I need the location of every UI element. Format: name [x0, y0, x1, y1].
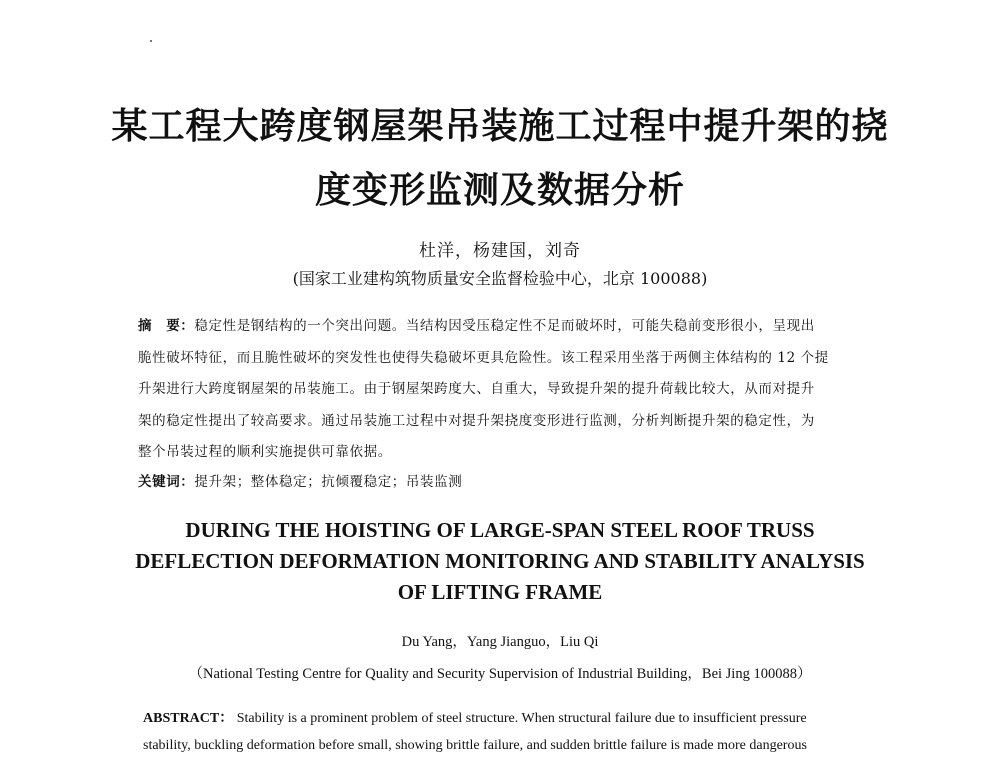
en-abstract-label: ABSTRACT：	[143, 711, 234, 726]
en-affiliation: （National Testing Centre for Quality and Security Supervision of Industrial Building，Bei Jing 100088）	[188, 666, 812, 682]
cn-keywords	[138, 470, 878, 490]
en-abstract-text: Stability is a prominent problem of steel structure. When structural failure due to insufficient pressure	[236, 711, 807, 726]
cn-abstract	[138, 311, 878, 469]
en-abstract-line	[143, 705, 867, 732]
cn-abstract-line: 脆性破坏特征，而且脆性破坏的突发性也使得失稳破坏更具危险性。该工程采用坐落于两侧主体结构的 12 个提	[138, 349, 829, 366]
cn-affiliation: (国家工业建构筑物质量安全监督检验中心，北京 100088)	[292, 269, 708, 288]
en-title-line-2: DEFLECTION DEFORMATION MONITORING AND STABILITY ANALYSIS	[135, 549, 865, 573]
en-title-line-3: OF LIFTING FRAME	[397, 580, 603, 604]
scan-speck	[150, 40, 152, 42]
cn-abstract-line	[138, 311, 878, 343]
cn-abstract-text: 稳定性是钢结构的一个突出问题。当结构因受压稳定性不足而破坏时，可能失稳前变形很小，呈现出	[194, 318, 815, 334]
cn-title-line-2: 度变形监测及数据分析	[314, 170, 685, 211]
en-abstract-line: stability, buckling deformation before small, showing brittle failure, and sudden brittle failure is made more dangerous	[143, 738, 807, 753]
cn-abstract-line: 架的稳定性提出了较高要求。通过吊装施工过程中对提升架挠度变形进行监测，分析判断提升架的稳定性，为	[138, 412, 815, 429]
cn-keywords-label: 关键词：	[138, 474, 195, 490]
cn-title-line-1: 某工程大跨度钢屋架吊装施工过程中提升架的挠	[111, 106, 889, 147]
cn-abstract-line: 整个吊装过程的顺利实施提供可靠依据。	[138, 444, 392, 460]
cn-authors: 杜洋，杨建国，刘奇	[419, 241, 581, 261]
en-title-line-1: DURING THE HOISTING OF LARGE-SPAN STEEL ROOF TRUSS	[185, 518, 815, 542]
en-authors: Du Yang，Yang Jianguo，Liu Qi	[401, 634, 599, 650]
cn-abstract-label: 摘 要：	[138, 318, 195, 334]
en-abstract	[143, 705, 867, 759]
cn-keywords-text: 提升架；整体稳定；抗倾覆稳定；吊装监测	[194, 474, 463, 490]
cn-abstract-line: 升架进行大跨度钢屋架的吊装施工。由于钢屋架跨度大、自重大，导致提升架的提升荷载比较大，从而对提升	[138, 381, 815, 397]
